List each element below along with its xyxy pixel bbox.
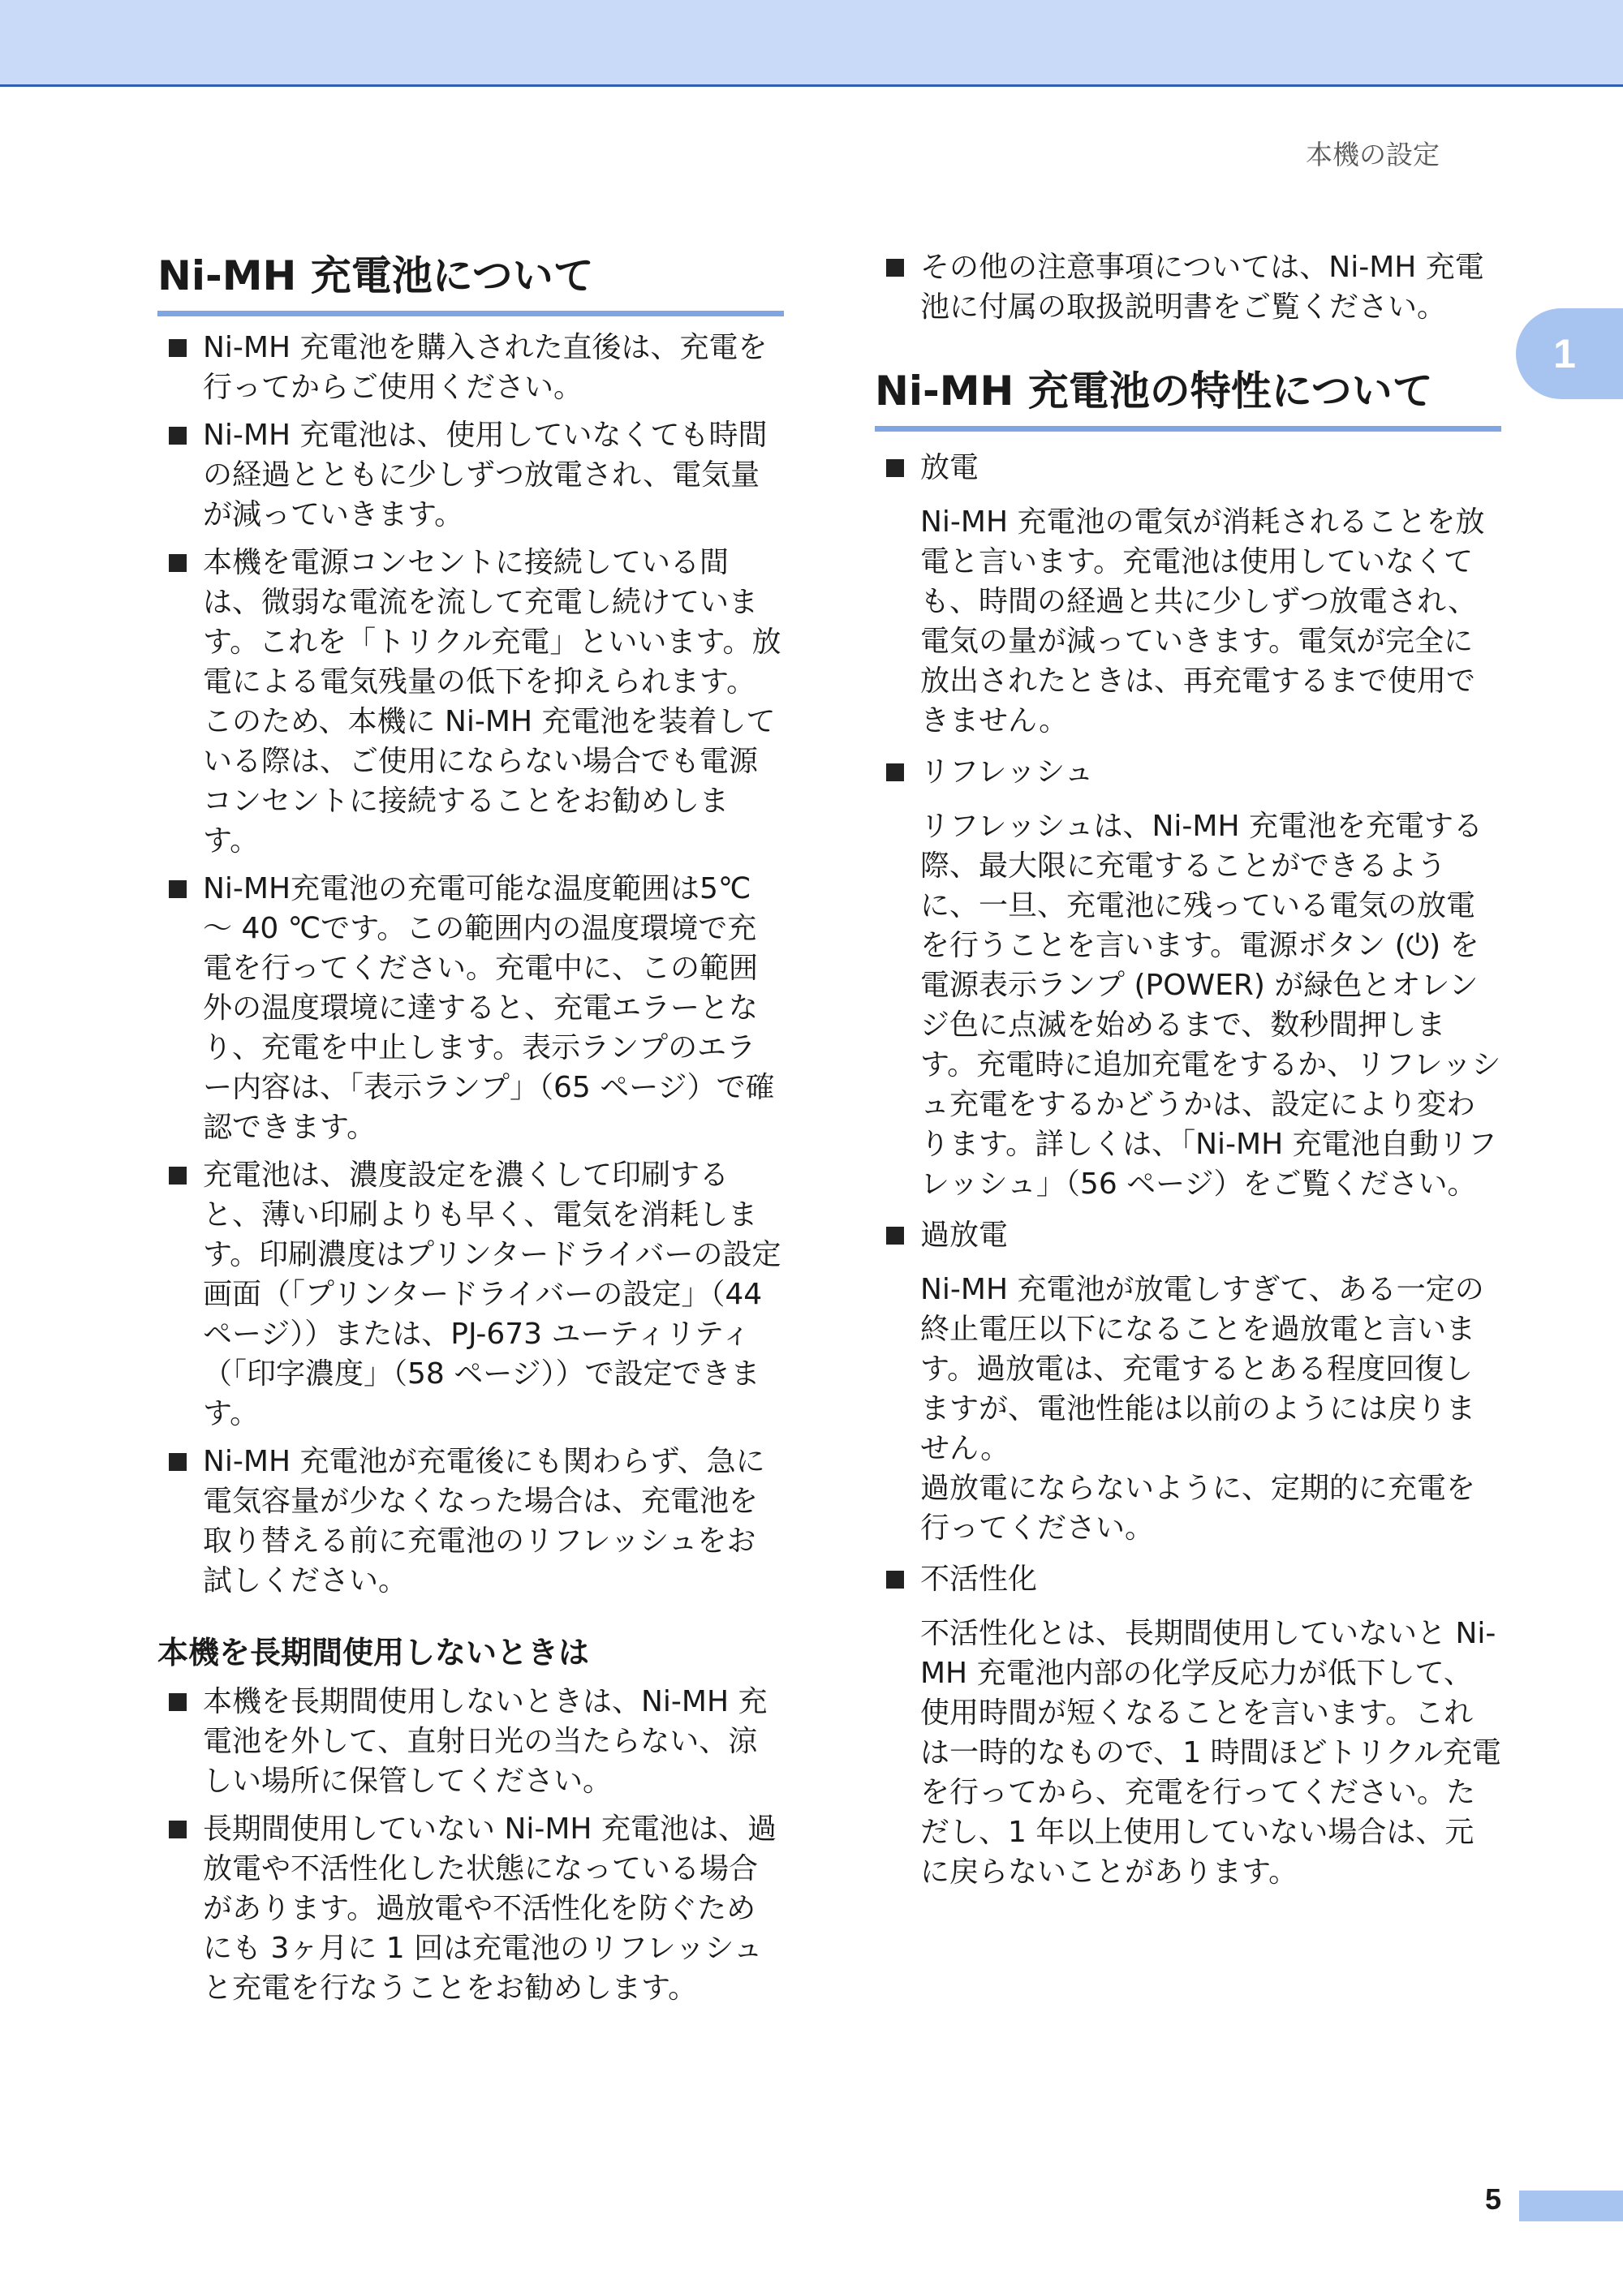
feature-term: 不活性化 bbox=[875, 1559, 1501, 1599]
top-header-band bbox=[0, 0, 1623, 87]
feature-refresh bbox=[875, 752, 1501, 1204]
list-item: Ni-MH充電池の充電可能な温度範囲は5℃ ～ 40 ℃です。この範囲内の温度環境で充電を行ってください。充電中に、この範囲外の温度環境に達すると、充電エラーとなり、充電を中止します。表示ランプのエラー内容は、「表示ランプ」（65 ページ）で確認できます。 bbox=[157, 869, 784, 1147]
list-item: 充電池は、濃度設定を濃くして印刷すると、薄い印刷よりも早く、電気を消耗します。印刷濃度はプリンタードライバーの設定画面（「プリンタードライバーの設定」（44 ページ））または、PJ-673 ユーティリティ（「印字濃度」（58 ページ））で設定できます。 bbox=[157, 1155, 784, 1434]
running-header: 本機の設定 bbox=[1306, 139, 1440, 170]
chapter-tab bbox=[1516, 308, 1623, 399]
list-item: 本機を長期間使用しないときは、Ni-MH 充電池を外して、直射日光の当たらない、涼しい場所に保管してください。 bbox=[157, 1682, 784, 1801]
feature-description-note: 過放電にならないように、定期的に充電を行ってください。 bbox=[920, 1472, 1476, 1545]
list-item: 本機を電源コンセントに接続している間は、微弱な電流を流して充電し続けています。これを「トリクル充電」といいます。放電による電気残量の低下を抑えられます。このため、本機に Ni-MH 充電池を装着している際は、ご使用にならない場合でも電源コンセントに接続することをお勧めします。 bbox=[157, 543, 784, 861]
left-column bbox=[157, 247, 784, 2008]
feature-discharge bbox=[875, 448, 1501, 741]
feature-inactivation bbox=[875, 1559, 1501, 1892]
feature-term: 過放電 bbox=[875, 1215, 1501, 1255]
list-item: Ni-MH 充電池が充電後にも関わらず、急に電気容量が少なくなった場合は、充電池を取り替える前に充電池のリフレッシュをお試しください。 bbox=[157, 1442, 784, 1601]
list-item: Ni-MH 充電池は、使用していなくても時間の経過とともに少しずつ放電され、電気量が減っていきます。 bbox=[157, 415, 784, 535]
feature-over-discharge bbox=[875, 1215, 1501, 1548]
feature-description: Ni-MH 充電池が放電しすぎて、ある一定の終止電圧以下になることを過放電と言います。過放電は、充電するとある程度回復しますが、電池性能は以前のようには戻りません。 bbox=[920, 1273, 1484, 1465]
feature-term: 放電 bbox=[875, 448, 1501, 488]
page-number: 5 bbox=[1485, 2182, 1502, 2216]
battery-notes-list bbox=[157, 328, 784, 1601]
chapter-number: 1 bbox=[1553, 331, 1576, 376]
page-number-bar bbox=[1519, 2191, 1623, 2221]
list-item: その他の注意事項については、Ni-MH 充電池に付属の取扱説明書をご覧ください。 bbox=[875, 247, 1501, 327]
feature-description: Ni-MH 充電池の電気が消耗されることを放電と言います。充電池は使用していなくても、時間の経過と共に少しずつ放電され、電気の量が減っていきます。電気が完全に放出されたときは、再充電するまで使用できません。 bbox=[920, 505, 1485, 737]
feature-description: 不活性化とは、長期間使用していないと Ni-MH 充電池内部の化学反応力が低下して、使用時間が短くなることを言います。これは一時的なもので、1 時間ほどトリクル充電を行ってから、充電を行ってください。ただし、1 年以上使用していない場合は、元に戻らないことがあります。 bbox=[920, 1617, 1501, 1889]
section-title-battery-characteristics: Ni-MH 充電池の特性について bbox=[875, 363, 1501, 432]
feature-term: リフレッシュ bbox=[875, 752, 1501, 792]
subsection-title-long-storage: 本機を長期間使用しないときは bbox=[157, 1635, 590, 1670]
other-notes-list bbox=[875, 247, 1501, 327]
list-item: 長期間使用していない Ni-MH 充電池は、過放電や不活性化した状態になっている場合があります。過放電や不活性化を防ぐためにも 3ヶ月に 1 回は充電池のリフレッシュと充電を行なうことをお勧めします。 bbox=[157, 1809, 784, 2008]
section-title-nimh-battery: Ni-MH 充電池について bbox=[157, 247, 784, 316]
feature-description: リフレッシュは、Ni-MH 充電池を充電する際、最大限に充電することができるように、一旦、充電池に残っている電気の放電を行うことを言います。電源ボタン (⏻) を電源表示ランプ (POWER) が緑色とオレンジ色に点滅を始めるまで、数秒間押します。充電時に追加充電をするか、リフレッシュ充電をするかどうかは、設定により変わります。詳しくは、「Ni-MH 充電池自動リフレッシュ」（56 ページ）をご覧ください。 bbox=[920, 810, 1501, 1201]
right-column bbox=[875, 247, 1501, 1892]
storage-notes-list bbox=[157, 1682, 784, 2008]
list-item: Ni-MH 充電池を購入された直後は、充電を行ってからご使用ください。 bbox=[157, 328, 784, 407]
